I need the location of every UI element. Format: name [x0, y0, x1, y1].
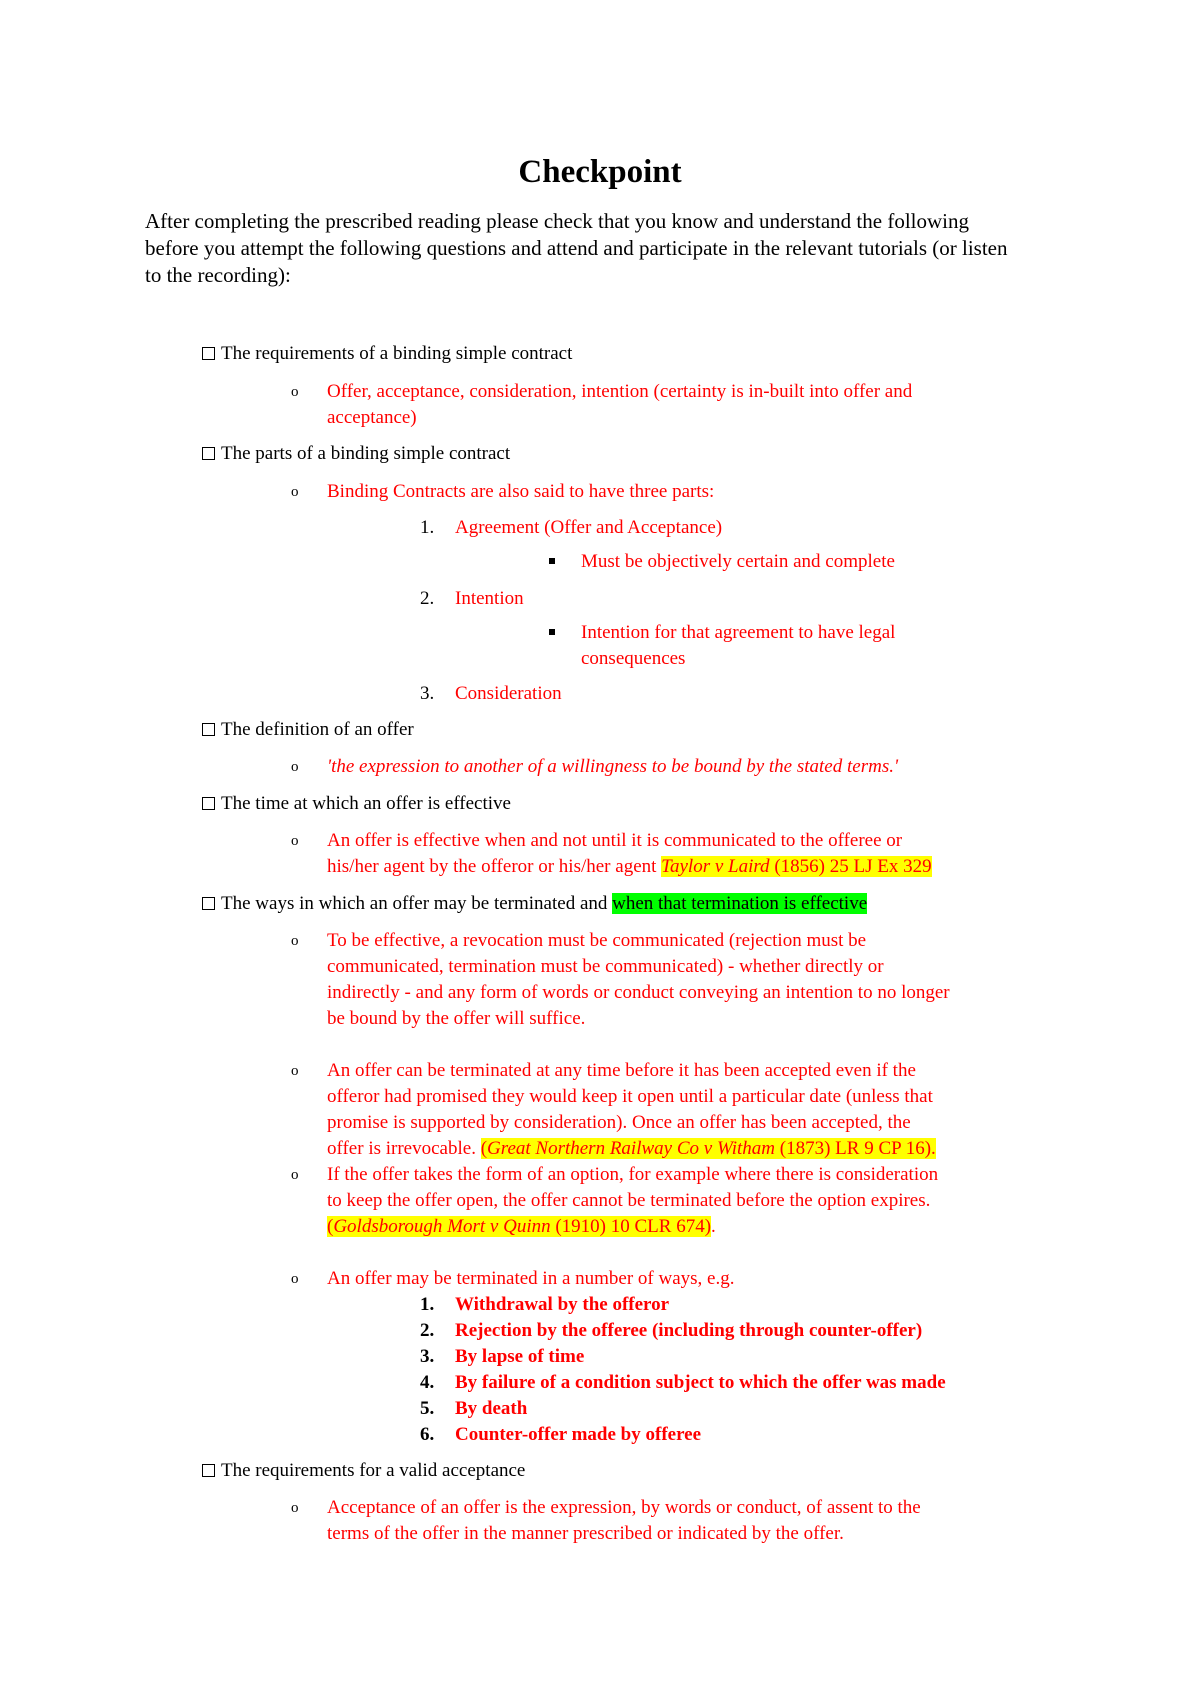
checklist-label: The parts of a binding simple contract [221, 443, 511, 464]
definition-quote: 'the expression to another of a willingness to be bound by the stated terms.' [327, 756, 899, 777]
case-cite: (1873) LR 9 CP 16). [775, 1138, 936, 1159]
square-bullet-icon [549, 629, 555, 635]
checklist-item-effective [202, 791, 511, 817]
case-citation [327, 1216, 711, 1237]
termination-way: Rejection by the offeree (including through counter-offer) [455, 1320, 923, 1341]
checklist-label: The requirements of a binding simple contract [221, 343, 573, 364]
termination-way: By death [455, 1398, 528, 1419]
case-name: Taylor v Laird [661, 856, 770, 877]
answer-line: promise is supported by consideration). Once an offer has been accepted, the [327, 1112, 911, 1133]
termination-way: Withdrawal by the offeror [455, 1294, 670, 1315]
list-number: 2. [420, 1320, 435, 1341]
part-consideration: Consideration [455, 683, 562, 704]
circle-bullet-icon: o [291, 759, 299, 775]
checklist-item-definition [202, 717, 414, 743]
answer-line: offeror had promised they would keep it open until a particular date (unless that [327, 1086, 933, 1107]
list-number: 1. [420, 1294, 435, 1315]
circle-bullet-icon: o [291, 1167, 299, 1183]
list-number: 4. [420, 1372, 435, 1393]
checkbox-icon[interactable] [202, 723, 215, 736]
answer-text: his/her agent by the offeror or his/her agent [327, 856, 662, 877]
circle-bullet-icon: o [291, 1500, 299, 1516]
checklist-item-acceptance [202, 1458, 525, 1484]
checklist-item-parts [202, 441, 510, 467]
answer-line: If the offer takes the form of an option, for example where there is consideration [327, 1164, 939, 1185]
list-number: 3. [420, 683, 435, 704]
case-cite: (1910) 10 CLR 674) [550, 1216, 712, 1237]
answer-line: indirectly - and any form of words or conduct conveying an intention to no longer [327, 982, 950, 1003]
circle-bullet-icon: o [291, 1063, 299, 1079]
checkbox-icon[interactable] [202, 447, 215, 460]
part-intention: Intention [455, 588, 524, 609]
checklist-item-termination [202, 891, 867, 917]
termination-way: Counter-offer made by offeree [455, 1424, 702, 1445]
square-bullet-icon [549, 558, 555, 564]
answer-line: terms of the offer in the manner prescribed or indicated by the offer. [327, 1523, 844, 1544]
checklist-label: The ways in which an offer may be terminated and [221, 893, 613, 914]
page-title: Checkpoint [518, 154, 682, 190]
circle-bullet-icon: o [291, 1271, 299, 1287]
list-number: 3. [420, 1346, 435, 1367]
part-detail: Intention for that agreement to have legal [581, 622, 896, 643]
checklist-item-requirements [202, 341, 572, 367]
part-detail: consequences [581, 648, 686, 669]
answer-line: Acceptance of an offer is the expression, by words or conduct, of assent to the [327, 1497, 921, 1518]
part-detail: Must be objectively certain and complete [581, 551, 895, 572]
checkbox-icon[interactable] [202, 797, 215, 810]
answer-line [327, 1214, 716, 1240]
list-number: 2. [420, 588, 435, 609]
answer-line: An offer may be terminated in a number of ways, e.g. [327, 1268, 735, 1289]
paren: ( [327, 1216, 334, 1237]
list-number: 6. [420, 1424, 435, 1445]
checkbox-icon[interactable] [202, 347, 215, 360]
answer-line: An offer can be terminated at any time before it has been accepted even if the [327, 1060, 916, 1081]
checkbox-icon[interactable] [202, 1464, 215, 1477]
case-citation [481, 1138, 936, 1159]
intro-paragraph: After completing the prescribed reading please check that you know and understand the following before you attempt the following questions and attend and participate in the relevant tutorials (or listen to the recording): [145, 209, 1008, 287]
circle-bullet-icon: o [291, 384, 299, 400]
case-name: Goldsborough Mort v Quinn [333, 1216, 551, 1237]
termination-way: By lapse of time [455, 1346, 585, 1367]
circle-bullet-icon: o [291, 833, 299, 849]
list-number: 1. [420, 517, 435, 538]
paren: ( [480, 1138, 488, 1159]
case-citation [661, 856, 931, 877]
answer-text: offer is irrevocable. [327, 1138, 481, 1159]
answer-line: to keep the offer open, the offer cannot be terminated before the option expires. [327, 1190, 931, 1211]
checklist-label: The requirements for a valid acceptance [221, 1460, 526, 1481]
answer-line: Offer, acceptance, consideration, intention (certainty is in-built into offer and [327, 381, 913, 402]
part-agreement: Agreement (Offer and Acceptance) [455, 517, 723, 538]
circle-bullet-icon: o [291, 484, 299, 500]
answer-line: acceptance) [327, 407, 417, 428]
answer-line [327, 854, 932, 880]
answer-line: An offer is effective when and not until it is communicated to the offeree or [327, 830, 903, 851]
checkbox-icon[interactable] [202, 897, 215, 910]
checklist-label: The definition of an offer [221, 719, 414, 740]
highlighted-label: when that termination is effective [612, 893, 868, 914]
answer-line: Binding Contracts are also said to have three parts: [327, 481, 715, 502]
period: . [711, 1216, 716, 1237]
case-cite: (1856) 25 LJ Ex 329 [769, 856, 932, 877]
circle-bullet-icon: o [291, 933, 299, 949]
list-number: 5. [420, 1398, 435, 1419]
checklist-label: The time at which an offer is effective [221, 793, 511, 814]
termination-way: By failure of a condition subject to which the offer was made [455, 1372, 946, 1393]
case-name: Great Northern Railway Co v Witham [487, 1138, 776, 1159]
answer-line [327, 1136, 936, 1162]
answer-line: be bound by the offer will suffice. [327, 1008, 586, 1029]
answer-line: To be effective, a revocation must be communicated (rejection must be [327, 930, 867, 951]
answer-line: communicated, termination must be communicated) - whether directly or [327, 956, 884, 977]
